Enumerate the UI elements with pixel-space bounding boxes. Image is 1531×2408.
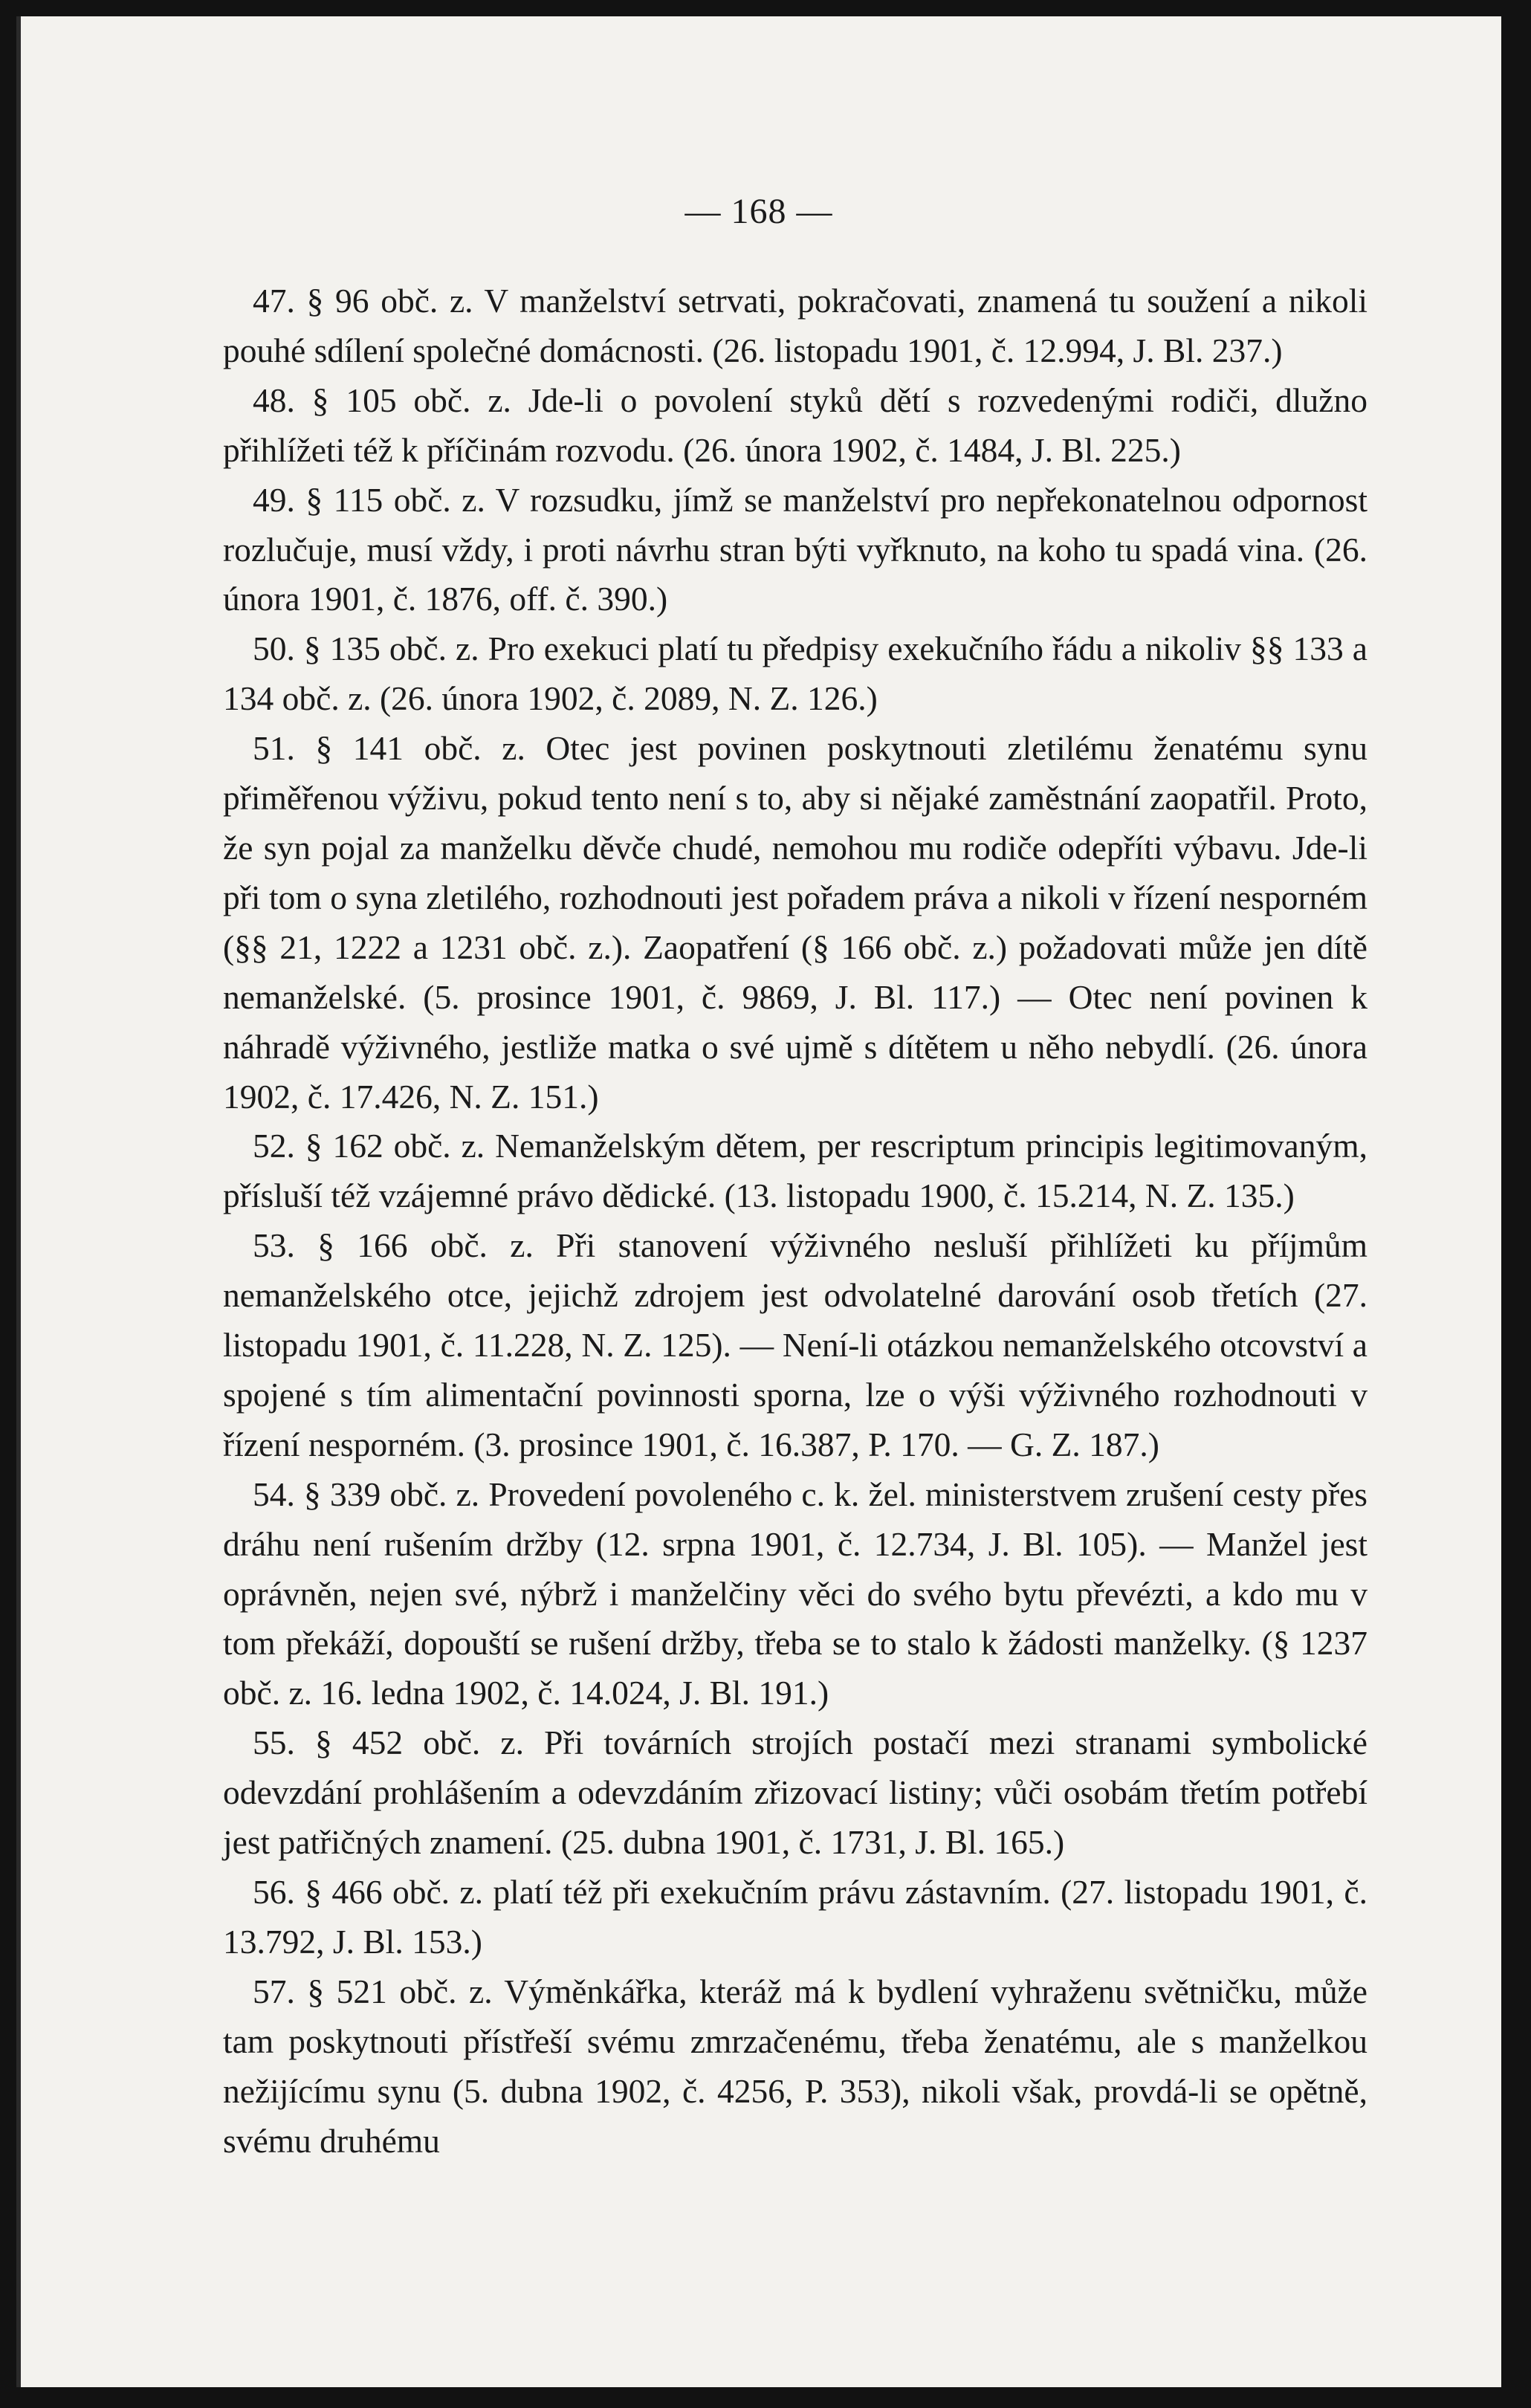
entry-49: 49. § 115 obč. z. V rozsudku, jímž se manželství pro nepřekonatelnou odpornost rozlučuje, musí vždy, i proti návrhu stran býti vyřknuto, na koho tu spadá vina. (26. února 1901, č. 1876, off. č. 390.) [223,480,1367,618]
entry-54: 54. § 339 obč. z. Provedení povoleného c. k. žel. ministerstvem zrušení cesty přes dráhu není rušením držby (12. srpna 1901, č. 12.734, J. Bl. 105). — Manžel jest oprávněn, nejen své, nýbrž i manželčiny věci do svého bytu převézti, a kdo mu v tom překáží, dopouští se rušení držby, třeba se to stalo k žádosti manželky. (§ 1237 obč. z. 16. ledna 1902, č. 14.024, J. Bl. 191.) [223,1475,1367,1712]
entry-47: 47. § 96 obč. z. V manželství setrvati, pokračovati, znamená tu soužení a nikoli pouhé sdílení společné domácnosti. (26. listopadu 1901, č. 12.994, J. Bl. 237.) [223,282,1367,369]
page-edge-shadow [16,16,21,2387]
entry-51: 51. § 141 obč. z. Otec jest povinen poskytnouti zletilému ženatému synu přiměřenou výživu, pokud tento není s to, aby si nějaké zaměstnání zaopatřil. Proto, že syn pojal za manželku děvče chudé, nemohou mu rodiče odepříti výbavu. Jde-li při tom o syna zletilého, rozhodnouti jest pořadem práva a nikoli v řízení nesporném (§§ 21, 1222 a 1231 obč. z.). Zaopatření (§ 166 obč. z.) požadovati může jen dítě nemanželské. (5. prosince 1901, č. 9869, J. Bl. 117.) — Otec není povinen k náhradě výživného, jestliže matka o své ujmě s dítětem u něho nebydlí. (26. února 1902, č. 17.426, N. Z. 151.) [223,729,1367,1116]
entry-52: 52. § 162 obč. z. Nemanželským dětem, per rescriptum principis legitimovaným, přísluší též vzájemné právo dědické. (13. listopadu 1900, č. 15.214, N. Z. 135.) [223,1127,1367,1215]
entry-48: 48. § 105 obč. z. Jde-li o povolení styků dětí s rozvedenými rodiči, dlužno přihlížeti též k příčinám rozvodu. (26. února 1902, č. 1484, J. Bl. 225.) [223,381,1367,469]
entry-57: 57. § 521 obč. z. Výměnkářka, kteráž má k bydlení vyhraženu světničku, může tam poskytnouti přístřeší svému zmrzačenému, třeba ženatému, ale s manželkou nežijícímu synu (5. dubna 1902, č. 4256, P. 353), nikoli však, provdá-li se opětně, svému druhému [223,1972,1367,2160]
document-page [16,16,1501,2387]
entry-56: 56. § 466 obč. z. platí též při exekučním právu zástavním. (27. listopadu 1901, č. 13.792, J. Bl. 153.) [223,1873,1367,1961]
entry-55: 55. § 452 obč. z. Při továrních strojích postačí mezi stranami symbolické odevzdání prohlášením a odevzdáním zřizovací listiny; vůči osobám třetím potřebí jest patřičných znamení. (25. dubna 1901, č. 1731, J. Bl. 165.) [223,1724,1367,1862]
body-text [223,276,1367,2166]
entry-50: 50. § 135 obč. z. Pro exekuci platí tu předpisy exekučního řádu a nikoliv §§ 133 a 134 obč. z. (26. února 1902, č. 2089, N. Z. 126.) [223,629,1367,718]
page-number: — 168 — [684,192,833,231]
entry-53: 53. § 166 obč. z. Při stanovení výživného nesluší přihlížeti ku příjmům nemanželského otce, jejichž zdrojem jest odvolatelné darování osob třetích (27. listopadu 1901, č. 11.228, N. Z. 125). — Není-li otázkou nemanželského otcovství a spojené s tím alimentační povinnosti sporna, lze o výši výživného rozhodnouti v řízení nesporném. (3. prosince 1901, č. 16.387, P. 170. — G. Z. 187.) [223,1226,1367,1463]
